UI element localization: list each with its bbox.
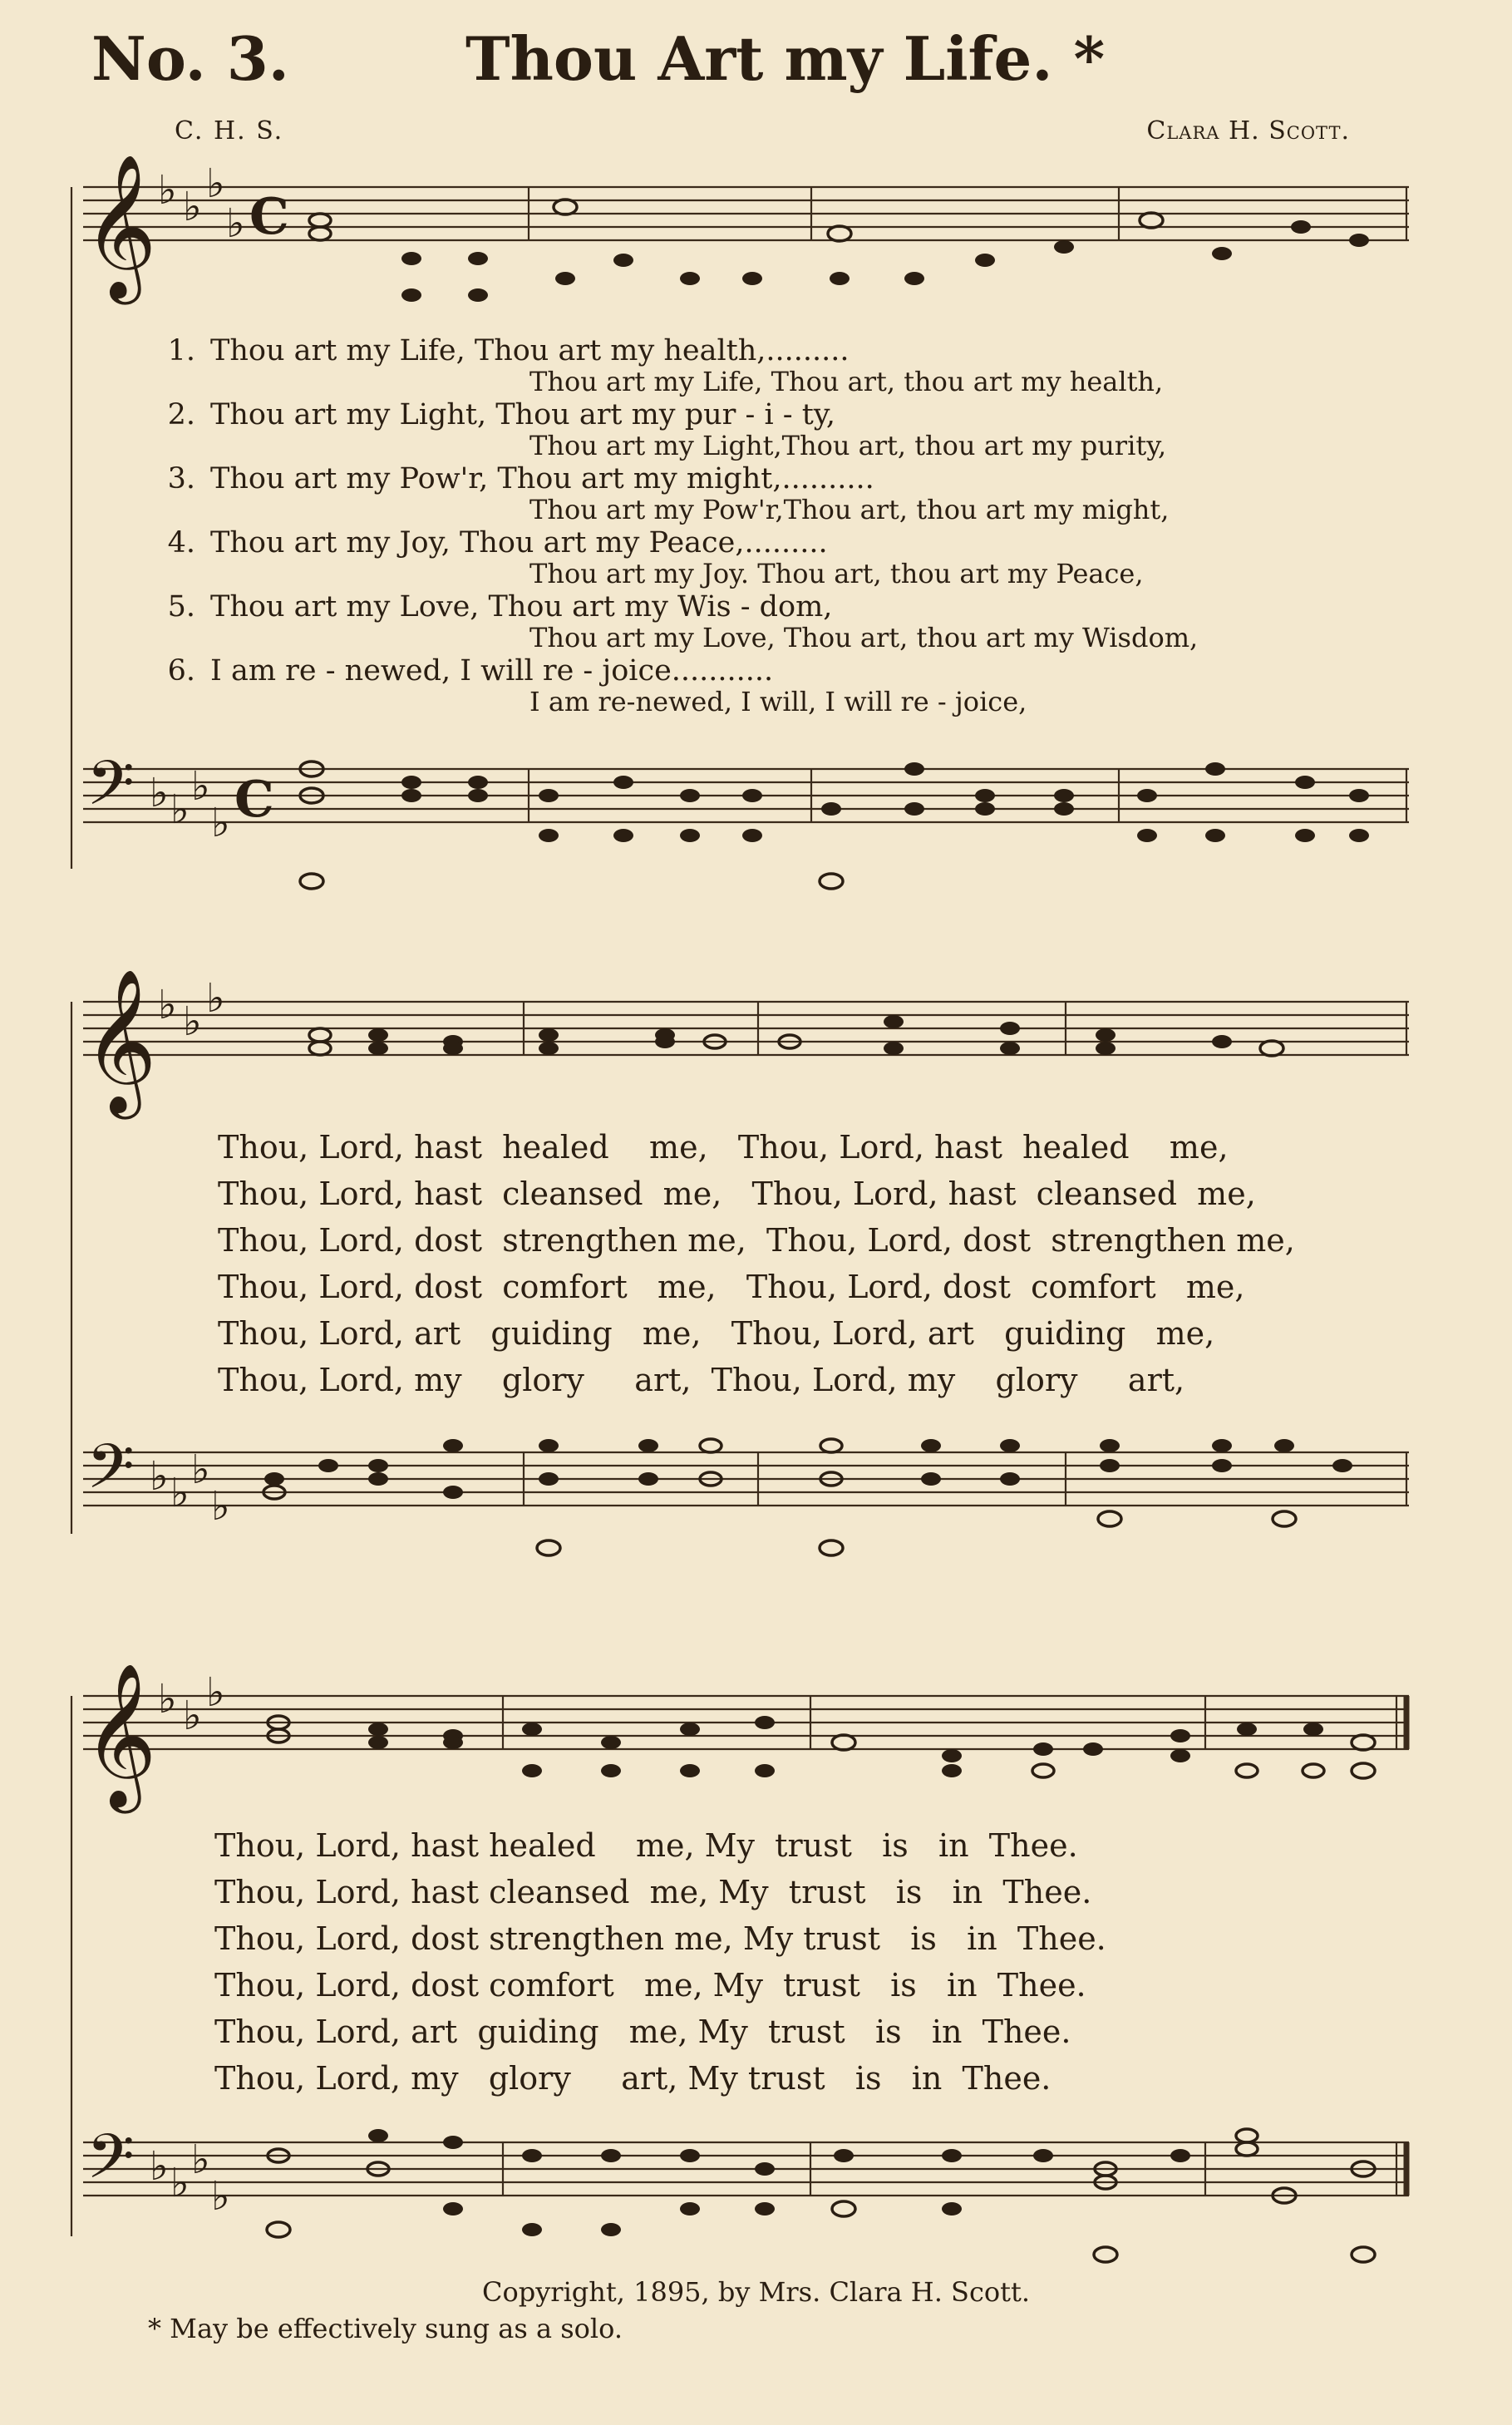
verse-number: 3. — [167, 462, 195, 495]
verse-text: Thou art my Life, Thou art my health,......... — [210, 334, 850, 367]
verse-echo-text: Thou art my Love, Thou art, thou art my Wisdom, — [529, 622, 1199, 653]
refrain-line: Thou, Lord, dost strengthen me, Thou, Lord, dost strengthen me, — [218, 1222, 1295, 1259]
words-credit: C. H. S. — [175, 116, 284, 145]
verse-text: Thou art my Light, Thou art my pur - i - ty, — [210, 398, 836, 431]
verses-block — [145, 334, 1442, 733]
hymn-title: Thou Art my Life. * — [465, 23, 1106, 94]
refrain-line: Thou, Lord, hast healed me, My trust is in Thee. — [214, 1827, 1078, 1864]
verse-number: 4. — [167, 526, 195, 559]
notes — [268, 1716, 1375, 1778]
verse-number: 1. — [167, 334, 195, 367]
flat-icon: ♭ — [206, 1669, 225, 1716]
system2-treble-staff — [0, 969, 1512, 1118]
verse-text: I am re - newed, I will re - joice........... — [210, 654, 774, 688]
copyright-notice: Copyright, 1895, by Mrs. Clara H. Scott. — [481, 2276, 1031, 2308]
treble-clef-icon: 𝄞 — [83, 1663, 157, 1807]
hymn-number: No. 3. — [91, 23, 289, 94]
verse-echo-text: Thou art my Pow'r,Thou art, thou art my might, — [529, 494, 1170, 525]
verse-2 — [145, 398, 1442, 463]
refrain-line: Thou, Lord, art guiding me, Thou, Lord, art guiding me, — [218, 1315, 1215, 1352]
flat-icon: ♭ — [183, 998, 202, 1045]
flat-icon: ♭ — [211, 800, 230, 846]
music-credit: Clara H. Scott. — [1146, 116, 1350, 145]
flat-icon: ♭ — [158, 982, 177, 1028]
verse-text: Thou art my Joy, Thou art my Peace,......... — [210, 526, 828, 559]
refrain-line: Thou, Lord, hast cleansed me, My trust is in Thee. — [214, 1874, 1092, 1910]
flat-icon: ♭ — [191, 763, 210, 810]
system1-treble-staff — [0, 154, 1512, 337]
notes — [300, 762, 1369, 889]
verse-number: 2. — [167, 398, 195, 431]
footnote: * May be effectively sung as a solo. — [148, 2313, 623, 2344]
flat-icon: ♭ — [183, 184, 202, 230]
flat-icon: ♭ — [183, 1693, 202, 1739]
refrain-line: Thou, Lord, art guiding me, My trust is in Thee. — [214, 2013, 1071, 2050]
system3-bass-staff — [0, 2122, 1512, 2271]
refrain-line: Thou, Lord, hast cleansed me, Thou, Lord, hast cleansed me, — [218, 1176, 1256, 1212]
flat-icon: ♭ — [150, 2143, 169, 2190]
refrain-b-block — [214, 1827, 1212, 2110]
verse-echo-text: Thou art my Joy. Thou art, thou art my Peace, — [529, 558, 1144, 589]
flat-icon: ♭ — [211, 1483, 230, 1530]
verse-echo-text: Thou art my Light,Thou art, thou art my purity, — [529, 430, 1167, 461]
refrain-line: Thou, Lord, my glory art, Thou, Lord, my glory art, — [218, 1362, 1185, 1398]
refrain-line: Thou, Lord, dost comfort me, Thou, Lord, dost comfort me, — [218, 1269, 1245, 1305]
verse-text: Thou art my Pow'r, Thou art my might,.......... — [210, 462, 874, 495]
flat-icon: ♭ — [158, 167, 177, 214]
verse-echo-text: I am re-newed, I will, I will re - joice, — [529, 686, 1027, 717]
verse-4 — [145, 526, 1442, 591]
verse-echo-text: Thou art my Life, Thou art, thou art my health, — [529, 366, 1164, 397]
flat-icon: ♭ — [158, 1676, 177, 1723]
flat-icon: ♭ — [150, 1453, 169, 1500]
flat-icon: ♭ — [206, 975, 225, 1022]
bass-clef-icon: 𝄢 — [86, 2121, 135, 2208]
refrain-line: Thou, Lord, dost comfort me, My trust is in Thee. — [214, 1967, 1086, 2004]
treble-clef-icon: 𝄞 — [83, 154, 157, 298]
flat-icon: ♭ — [170, 2160, 190, 2206]
flat-icon: ♭ — [191, 2137, 210, 2183]
flat-icon: ♭ — [191, 1447, 210, 1493]
system1-bass-staff — [0, 748, 1512, 914]
time-signature: C — [249, 188, 289, 246]
bass-clef-icon: 𝄢 — [86, 747, 135, 835]
notes — [309, 200, 1369, 302]
flat-icon: ♭ — [206, 160, 225, 207]
refrain-line: Thou, Lord, my glory art, My trust is in Thee. — [214, 2060, 1052, 2097]
flat-icon: ♭ — [226, 200, 245, 247]
treble-clef-icon: 𝄞 — [83, 969, 157, 1113]
bass-clef-icon: 𝄢 — [86, 1431, 135, 1518]
notes — [309, 1015, 1283, 1056]
system3-treble-staff — [0, 1663, 1512, 1821]
verse-5 — [145, 590, 1442, 655]
verse-6 — [145, 654, 1442, 719]
flat-icon: ♭ — [170, 786, 190, 833]
verse-3 — [145, 462, 1442, 527]
notes — [263, 1439, 1352, 1555]
verse-1 — [145, 334, 1442, 399]
flat-icon: ♭ — [211, 2173, 230, 2220]
system2-bass-staff — [0, 1432, 1512, 1590]
flat-icon: ♭ — [150, 770, 169, 816]
verse-number: 6. — [167, 654, 195, 688]
flat-icon: ♭ — [170, 1470, 190, 1516]
verse-text: Thou art my Love, Thou art my Wis - dom, — [210, 590, 833, 624]
refrain-line: Thou, Lord, dost strengthen me, My trust is in Thee. — [214, 1920, 1106, 1957]
verse-number: 5. — [167, 590, 195, 624]
refrain-a-block — [218, 1129, 1398, 1412]
time-signature: C — [234, 771, 274, 829]
refrain-line: Thou, Lord, hast healed me, Thou, Lord, hast healed me, — [218, 1129, 1229, 1166]
